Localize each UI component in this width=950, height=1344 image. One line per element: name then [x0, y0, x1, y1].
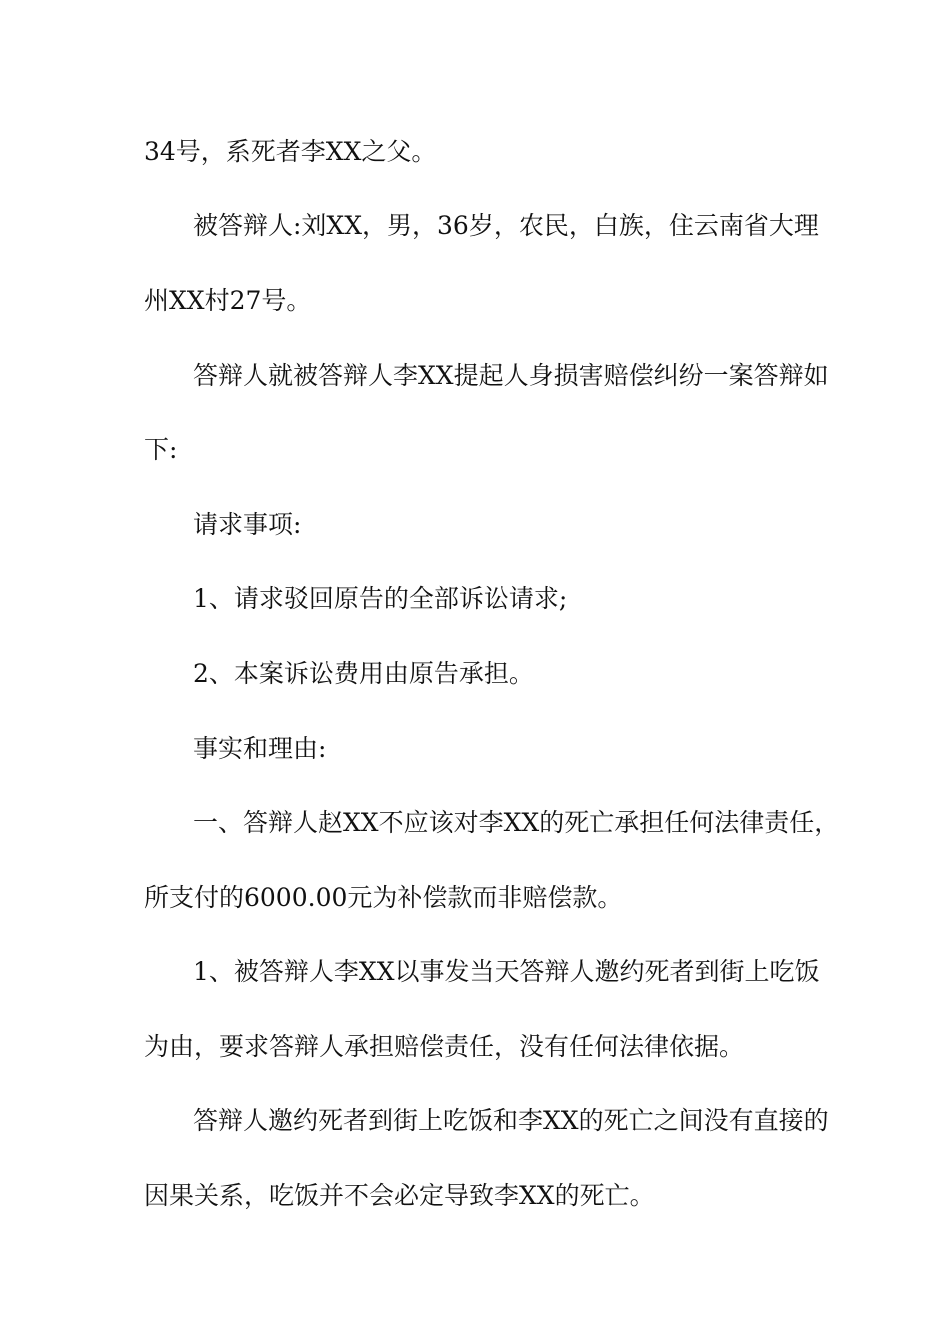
text-line: 2、本案诉讼费用由原告承担。	[193, 659, 534, 688]
text-line: 为由，要求答辩人承担赔偿责任，没有任何法律依据。	[144, 1032, 745, 1061]
text-line: 下:	[144, 435, 178, 464]
text-line: 请求事项:	[193, 510, 302, 539]
text-line: 所支付的6000.00元为补偿款而非赔偿款。	[144, 883, 623, 912]
text-line: 州XX村27号。	[144, 286, 312, 315]
text-line: 1、请求驳回原告的全部诉讼请求;	[193, 584, 568, 613]
text-line: 一、答辩人赵XX不应该对李XX的死亡承担任何法律责任，	[193, 808, 840, 837]
text-line: 因果关系，吃饭并不会必定导致李XX的死亡。	[144, 1181, 655, 1210]
text-line: 事实和理由:	[193, 734, 327, 763]
text-line: 答辩人邀约死者到街上吃饭和李XX的死亡之间没有直接的	[193, 1106, 829, 1135]
text-line: 1、被答辩人李XX以事发当天答辩人邀约死者到街上吃饭	[193, 957, 820, 986]
text-line: 34号，系死者李XX之父。	[144, 137, 437, 166]
text-line: 被答辩人:刘XX，男，36岁，农民，白族，住云南省大理	[193, 211, 819, 240]
text-line: 答辩人就被答辩人李XX提起人身损害赔偿纠纷一案答辩如	[193, 361, 829, 390]
